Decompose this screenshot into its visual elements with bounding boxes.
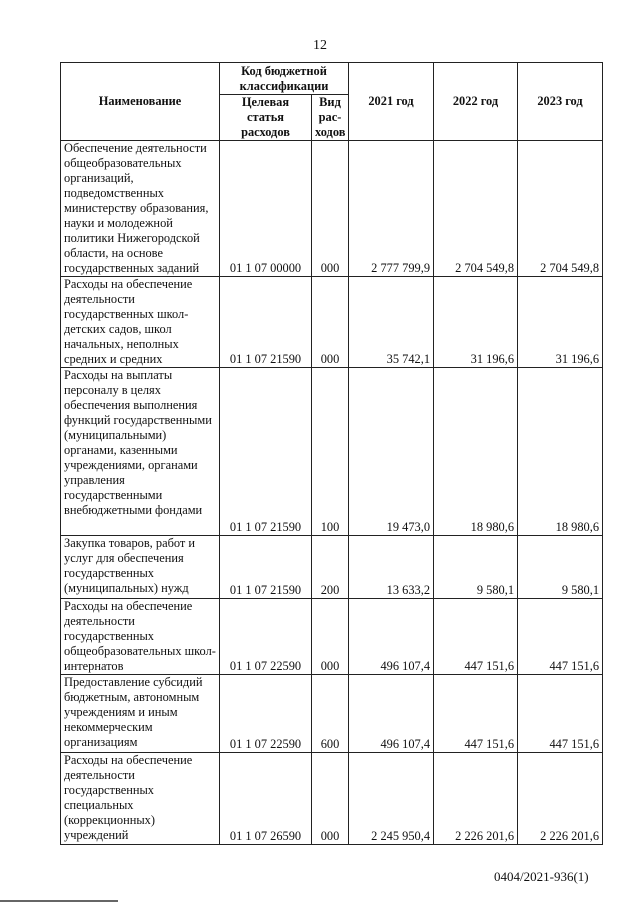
row-value-2023: 31 196,6 (518, 277, 603, 368)
header-2023: 2023 год (518, 63, 603, 141)
row-name: Расходы на обеспечение деятельности государственных общеобразовательных школ-интернатов (61, 599, 220, 675)
row-value-2022: 18 980,6 (434, 368, 518, 536)
row-name: Расходы на обеспечение деятельности государственных школ-детских садов, школ начальных, неполных средних и средних (61, 277, 220, 368)
row-value-2021: 2 777 799,9 (349, 141, 434, 277)
row-value-2023: 2 226 201,6 (518, 753, 603, 845)
header-expense-type: Вид рас-ходов (312, 95, 349, 141)
row-value-2023: 18 980,6 (518, 368, 603, 536)
row-value-2022: 9 580,1 (434, 536, 518, 599)
document-footer-code: 0404/2021-936(1) (494, 869, 589, 884)
row-value-2022: 2 704 549,8 (434, 141, 518, 277)
header-name: Наименование (61, 63, 220, 141)
budget-table (60, 62, 603, 845)
row-value-2021: 35 742,1 (349, 277, 434, 368)
row-target-code: 01 1 07 22590 (220, 599, 312, 675)
header-2022: 2022 год (434, 63, 518, 141)
table-row (61, 277, 603, 368)
row-target-code: 01 1 07 21590 (220, 277, 312, 368)
row-name: Закупка товаров, работ и услуг для обеспечения государственных (муниципальных) нужд (61, 536, 220, 599)
row-name: Предоставление субсидий бюджетным, автономным учреждениям и иным некоммерческим организациям (61, 675, 220, 753)
row-value-2021: 496 107,4 (349, 599, 434, 675)
row-value-2022: 447 151,6 (434, 599, 518, 675)
row-target-code: 01 1 07 21590 (220, 368, 312, 536)
scan-artifact-line (0, 900, 118, 902)
row-value-2022: 447 151,6 (434, 675, 518, 753)
header-2021: 2021 год (349, 63, 434, 141)
row-value-2023: 9 580,1 (518, 536, 603, 599)
row-name: Расходы на выплаты персоналу в целях обеспечения выполнения функций государственными (муниципальными) органами, казенными учреждениями, органами управления государственными внебюджетными фондами (61, 368, 220, 536)
row-value-2022: 31 196,6 (434, 277, 518, 368)
row-name: Расходы на обеспечение деятельности государственных специальных (коррекционных) учреждений (61, 753, 220, 845)
row-value-2021: 13 633,2 (349, 536, 434, 599)
table-row (61, 368, 603, 536)
row-expense-type: 000 (312, 753, 349, 845)
table-row (61, 753, 603, 845)
row-value-2021: 496 107,4 (349, 675, 434, 753)
table-row (61, 536, 603, 599)
table-row (61, 675, 603, 753)
row-name: Обеспечение деятельности общеобразовательных организаций, подведомственных министерству образования, науки и молодежной политики Нижегородской области, на основе государственных заданий (61, 141, 220, 277)
table-row (61, 141, 603, 277)
row-expense-type: 100 (312, 368, 349, 536)
header-code-group: Код бюджетной классификации (220, 63, 349, 95)
table-row (61, 599, 603, 675)
row-expense-type: 000 (312, 599, 349, 675)
row-value-2021: 2 245 950,4 (349, 753, 434, 845)
row-value-2022: 2 226 201,6 (434, 753, 518, 845)
row-value-2023: 447 151,6 (518, 675, 603, 753)
row-expense-type: 000 (312, 277, 349, 368)
header-target-article: Целевая статья расходов (220, 95, 312, 141)
row-expense-type: 600 (312, 675, 349, 753)
row-value-2021: 19 473,0 (349, 368, 434, 536)
row-expense-type: 200 (312, 536, 349, 599)
row-target-code: 01 1 07 26590 (220, 753, 312, 845)
row-target-code: 01 1 07 21590 (220, 536, 312, 599)
row-value-2023: 447 151,6 (518, 599, 603, 675)
page-number: 12 (313, 38, 327, 53)
row-expense-type: 000 (312, 141, 349, 277)
row-target-code: 01 1 07 22590 (220, 675, 312, 753)
row-value-2023: 2 704 549,8 (518, 141, 603, 277)
row-target-code: 01 1 07 00000 (220, 141, 312, 277)
table-body (61, 141, 603, 845)
